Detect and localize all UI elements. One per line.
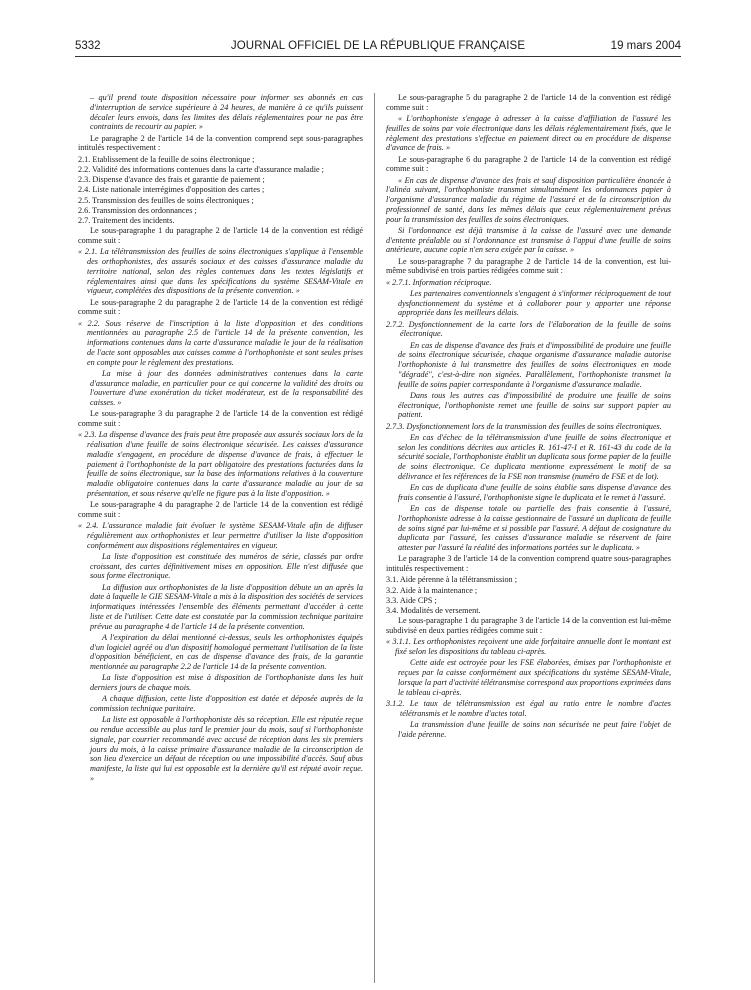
list-item: 2.7. Traitement des incidents.: [78, 216, 175, 225]
list-item: 2.1. Etablissement de la feuille de soins électronique ;: [78, 154, 255, 164]
paragraph: Les partenaires conventionnels s'engagent à s'informer réciproquement de tout dysfonctionnement du système et à collaborer pour y apporter une réponse appropriée dans les meilleurs délais.: [398, 288, 671, 318]
column-divider: [374, 93, 375, 983]
paragraph: La mise à jour des données administratives contenues dans la carte d'assurance maladie, en particulier pour ce qui concerne la validité des droits ou l'ouverture d'une exonération du ticket modérateur, est de la responsabilité des caisses. »: [90, 368, 363, 407]
list-item: 2.2. Validité des informations contenues dans la carte d'assurance maladie ;: [78, 164, 324, 174]
paragraph: La liste d'opposition est constituée des numéros de série, classés par ordre croissant, des cartes définitivement mises en opposition. Elle n'est diffusée que sous forme électronique.: [90, 551, 363, 581]
paragraph: Le sous-paragraphe 7 du paragraphe 2 de l'article 14 de la convention, est lui-même subdivisé en trois parties rédigées comme suit :: [386, 256, 671, 276]
paragraph: La liste est opposable à l'orthophoniste dès sa réception. Elle est réputée reçue ou rendue accessible au plus tard le premier jour du mois, sauf si l'orthophoniste signale, par courrier recommandé avec accusé de réception dans les six premiers jours du mois, à la caisse primaire d'assurance maladie de la circonscription de son lieu d'exercice un défaut de réception ou une impossibilité d'accès. Sauf abus manifeste, la liste qui lui est opposable est la dernière qu'il est réputé avoir reçue. »: [90, 715, 363, 783]
right-column: [386, 93, 671, 741]
section-heading: 2.7.2. Dysfonctionnement de la carte lors de l'élaboration de la feuille de soins électronique.: [386, 319, 671, 339]
paragraph: Le sous-paragraphe 3 du paragraphe 2 de l'article 14 de la convention est rédigé comme suit :: [78, 409, 363, 428]
paragraph: En cas de dispense totale ou partielle des frais consentie à l'assuré, l'orthophoniste adresse à la caisse gestionnaire de l'assuré un duplicata de feuille de soins signé par lui-même et si possible par l'assuré. A défaut de cosignature du duplicata par l'assuré, les caisses d'assurance maladie se réservent de faire attester par l'assuré la réalité des informations portées sur le duplicata. »: [398, 504, 671, 552]
list-item: 3.2. Aide à la maintenance ;: [386, 585, 478, 595]
journal-title: JOURNAL OFFICIEL DE LA RÉPUBLIQUE FRANÇAISE: [230, 40, 526, 52]
publication-date: 19 mars 2004: [610, 40, 681, 52]
paragraph: – qu'il prend toute disposition nécessaire pour informer ses abonnés en cas d'interruption de service supérieure à 24 heures, de manière à ce qu'ils puissent décaler leurs envois, dans les limites des délais réglementaires pour ne pas être contraints de recourir au papier. »: [90, 93, 363, 132]
paragraph: Le sous-paragraphe 1 du paragraphe 2 de l'article 14 de la convention est rédigé comme suit :: [78, 226, 363, 245]
paragraph: A l'expiration du délai mentionné ci-dessus, seuls les orthophonistes équipés d'un logiciel agréé ou d'un dispositif homologué permettant l'utilisation de la liste d'opposition bénéficient, en cas de dispense d'avance des frais, de la garantie mentionnée au paragraphe 2.2 de l'article 14 de la présente convention.: [90, 632, 363, 671]
section-heading: « 2.7.1. Information réciproque.: [386, 277, 492, 287]
paragraph: « 3.1.1. Les orthophonistes reçoivent une aide forfaitaire annuelle dont le montant est fixé selon les dispositions du tableau ci-après.: [386, 637, 671, 656]
paragraph: Le sous-paragraphe 1 du paragraphe 3 de l'article 14 de la convention est lui-même subdivisé en deux parties rédigées comme suit :: [386, 616, 671, 635]
paragraph: « L'orthophoniste s'engage à adresser à la caisse d'affiliation de l'assuré les feuilles de soins par voie électronique dans les délais réglementairement fixés, que le règlement des prestations s'effectue en paiement direct ou en procédure de dispense d'avance de frais. »: [386, 114, 671, 153]
paragraph: Le paragraphe 2 de l'article 14 de la convention comprend sept sous-paragraphes intitulés respectivement :: [78, 133, 363, 153]
list-item: 3.3. Aide CPS ;: [386, 595, 437, 605]
list-item: 3.4. Modalités de versement.: [386, 606, 481, 615]
list-item: 2.5. Transmission des feuilles de soins électroniques ;: [78, 195, 254, 205]
page-number: 5332: [75, 40, 101, 52]
paragraph: « 2.3. La dispense d'avance des frais peut être proposée aux assurés sociaux lors de la réalisation d'une feuille de soins électronique sécurisée. Les caisses d'assurance maladie s'engagent, en procédure de dispense d'avance de frais, à effectuer le paiement à l'orthophoniste de la part obligatoire des prestations facturées dans la feuille de soins électronique, sur la base des informations relatives à la couverture maladie obligatoire contenues dans la carte d'assurance maladie au jour de sa présentation, et sous réserve qu'elle ne figure pas à la liste d'opposition. »: [78, 430, 363, 498]
list-item: 2.6. Transmission des ordonnances ;: [78, 205, 197, 215]
left-column: [78, 93, 363, 785]
paragraph: Le sous-paragraphe 6 du paragraphe 2 de l'article 14 de la convention est rédigé comme suit :: [386, 154, 671, 174]
paragraph: La liste d'opposition est mise à disposition de l'orthophoniste dans les huit derniers jours de chaque mois.: [90, 673, 363, 692]
list-item: 2.4. Liste nationale interrégimes d'opposition des cartes ;: [78, 185, 265, 195]
paragraph: Cette aide est octroyée pour les FSE élaborées, émises par l'orthophoniste et reçues par la caisse conformément aux spécifications du système SESAM-Vitale, lorsque la part d'activité télétransmise correspond aux proportions exprimées dans le tableau ci-après.: [398, 658, 671, 697]
paragraph: La transmission d'une feuille de soins non sécurisée ne peut faire l'objet de l'aide pérenne.: [398, 719, 671, 739]
paragraph: Dans tous les autres cas d'impossibilité de produire une feuille de soins électronique, l'orthophoniste remet une feuille de soins sur support papier au patient.: [398, 390, 671, 420]
paragraph: La diffusion aux orthophonistes de la liste d'opposition débute un an après la date à laquelle le GIE SESAM-Vitale a mis à la disposition des sociétés de services informatiques intéressées l'ensemble des éléments permettant d'accéder à cette liste et de l'utiliser. Cette date est constatée par la commission technique paritaire prévue au paragraphe 4 de l'article 14 de la présente convention.: [90, 582, 363, 631]
paragraph: 3.1.2. Le taux de télétransmission est égal au ratio entre le nombre d'actes télétransmis et le nombre d'actes total.: [386, 698, 671, 718]
paragraph: « 2.1. La télétransmission des feuilles de soins électroniques s'applique à l'ensemble des orthophonistes, des assurés sociaux et des caisses d'assurance maladie du territoire national, selon des règles contenues dans les textes législatifs et réglementaires ainsi que dans les spécifications du système SESAM-Vitale en vigueur, complétées des dispositions de la présente convention. »: [78, 247, 363, 296]
section-heading: 2.7.3. Dysfonctionnement lors de la transmission des feuilles de soins électroniques.: [386, 421, 662, 431]
paragraph: « 2.4. L'assurance maladie fait évoluer le système SESAM-Vitale afin de diffuser régulièrement aux orthophonistes et leur permettre d'utiliser la liste d'opposition conformément aux dispositions réglementaires en vigueur.: [78, 521, 363, 550]
list-item: 3.1. Aide pérenne à la télétransmission ;: [386, 575, 517, 585]
paragraph: « 2.2. Sous réserve de l'inscription à la liste d'opposition et des conditions mentionnées au paragraphe 2.5 de l'article 14 de la présente convention, les informations contenues dans la carte d'assurance maladie le jour de la réalisation de l'acte sont opposables aux caisses comme à l'orthophoniste et sont seules prises en compte pour le règlement des prestations.: [78, 318, 363, 367]
list-item: 2.3. Dispense d'avance des frais et garantie de paiement ;: [78, 175, 265, 184]
page-header: [75, 40, 681, 57]
paragraph: Le sous-paragraphe 5 du paragraphe 2 de l'article 14 de la convention est rédigé comme suit :: [386, 93, 671, 112]
paragraph: « En cas de dispense d'avance des frais et sauf disposition particulière énoncée à l'alinéa suivant, l'orthophoniste transmet simultanément les ordonnances papier à l'organisme d'assurance maladie du régime de l'assuré et de la circonscription du professionnel de santé, dans les mêmes délais que ceux réglementairement prévus pour la transmission des feuilles de soins électroniques.: [386, 175, 671, 224]
paragraph: En cas d'échec de la télétransmission d'une feuille de soins électronique et selon les conditions décrites aux articles R. 161-47-I et R. 161-43 du code de la sécurité sociale, l'orthophoniste établit un duplicata sous forme papier de la feuille de soins électronique. Ce duplicata mentionne expressément le motif de sa délivrance et les références de la FSE non transmise (numéro de FSE et de lot).: [398, 432, 671, 481]
paragraph: A chaque diffusion, cette liste d'opposition est datée et déposée auprès de la commission technique paritaire.: [90, 694, 363, 713]
paragraph: Le sous-paragraphe 4 du paragraphe 2 de l'article 14 de la convention est rédigé comme suit :: [78, 500, 363, 519]
paragraph: Si l'ordonnance est déjà transmise à la caisse de l'assuré avec une demande d'entente préalable ou si l'ordonnance est transmise à l'appui d'une feuille de soins antérieure, aucune copie n'en sera exigée par la caisse. »: [386, 225, 671, 255]
paragraph: En cas de duplicata d'une feuille de soins établie sans dispense d'avance des frais consentie à l'assuré, l'orthophoniste signe le duplicata et le remet à l'assuré.: [398, 483, 671, 502]
paragraph: Le sous-paragraphe 2 du paragraphe 2 de l'article 14 de la convention est rédigé comme suit :: [78, 297, 363, 317]
paragraph: Le paragraphe 3 de l'article 14 de la convention comprend quatre sous-paragraphes intitulés respectivement :: [386, 554, 671, 573]
paragraph: En cas de dispense d'avance des frais et d'impossibilité de produire une feuille de soins électronique sécurisée, chaque organisme d'assurance maladie autorise l'orthophoniste à lui transmettre des feuilles de soins électroniques en mode "dégradé", c'est-à-dire non signées. Parallèlement, l'orthophoniste transmet la feuille de soins papier correspondante à l'organisme d'assurance maladie.: [398, 340, 671, 389]
